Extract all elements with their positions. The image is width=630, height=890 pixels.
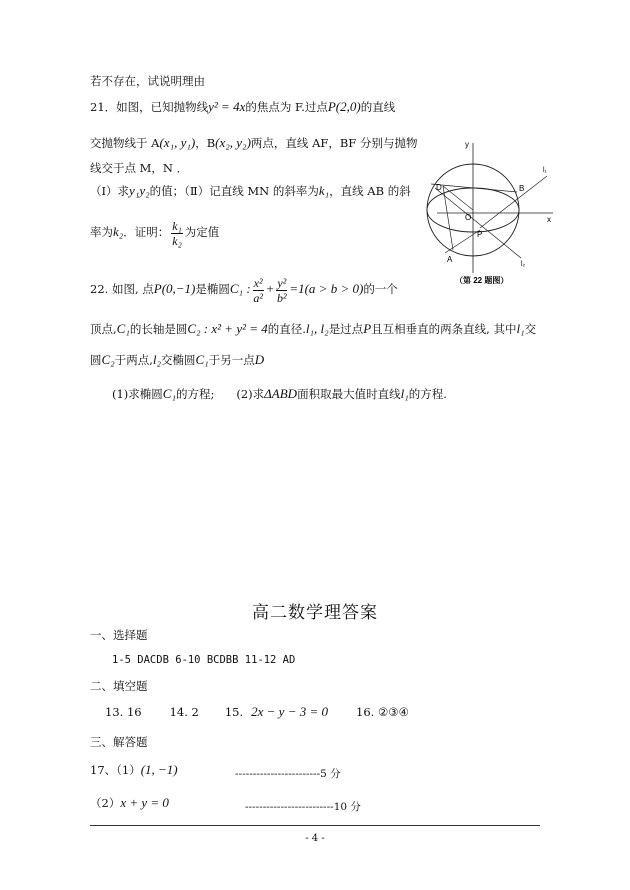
q22-line-3: 圆C₂于两点,l₂交椭圆C₁于另一点D — [90, 352, 265, 367]
fraction-x: $\frac{\text{x²}}{\text{a²}}$ — [253, 275, 263, 305]
label-l2: l₂ — [521, 261, 526, 268]
figure-caption: （第 22 题图） — [455, 276, 509, 285]
fill-answers: 13. 16 14. 2 15. 2x − y − 3 = 0 16. ②③④ — [105, 704, 409, 719]
text-line: 若不存在，试说明理由 — [90, 74, 205, 88]
label-o: O — [465, 213, 472, 222]
q22-line-1: 22. 如图, 点P(0,−1)是椭圆C₁ : $\frac{\text{x²}}{\text{a²}}$ + $\frac{\text{y²}}{\text{b²}}$ =1(a > b > 0)的一个 — [90, 275, 398, 305]
answer-title: 高二数学理答案 — [252, 603, 378, 623]
choice-answers: 1-5 DACDB 6-10 BCDBB 11-12 AD — [112, 654, 296, 666]
label-y: y — [465, 140, 469, 149]
fraction-y: $\frac{\text{y²}}{\text{b²}}$ — [277, 275, 287, 305]
math: k₂ — [113, 224, 124, 239]
section-heading: 一、选择题 — [90, 628, 148, 642]
math: y² = 4x — [208, 99, 246, 114]
q21-line-4: （Ⅰ）求y₁y₂的值；（Ⅱ）记直线 MN 的斜率为k₁，直线 AB 的斜 — [90, 183, 411, 198]
q21-line-2: 交抛物线于 A(x₁, y₁)，B(x₂, y₂)两点，直线 AF，BF 分别与抛物 — [90, 135, 418, 150]
figure-ellipse-circle — [425, 138, 560, 288]
label-b: B — [519, 184, 525, 193]
section-heading: 三、解答题 — [90, 735, 148, 749]
math: =1(a > b > 0) — [289, 281, 364, 296]
score-line: ------------------------5 分 — [235, 768, 341, 780]
page-number: - 4 - — [305, 833, 325, 844]
math: C₁ : — [229, 281, 251, 296]
label-a: A — [447, 255, 453, 264]
math: P(0,−1) — [153, 281, 196, 296]
math: (x₂, y₂) — [215, 135, 251, 150]
fraction: $\frac{\text{k₁}}{\text{k₂}}$ — [172, 218, 182, 248]
label-l1: l₁ — [543, 167, 547, 174]
q21-line-5: 率为k₂．证明： $\frac{\text{k₁}}{\text{k₂}}$ 为定值 — [90, 218, 220, 248]
q21-line-3: 线交于点 M，N ． — [90, 161, 189, 175]
label-d: D — [436, 183, 442, 192]
label-x: x — [547, 215, 551, 224]
answer-17-2: （2）x + y = 0 — [90, 795, 169, 810]
q22-line-4: (1)求椭圆C₁的方程; (2)求ΔABD面积取最大值时直线l₁的方程. — [112, 386, 447, 401]
section-heading: 二、填空题 — [90, 679, 148, 693]
math: (x₁, y₁) — [159, 135, 196, 150]
footer-rule — [90, 825, 540, 826]
answer-17-1: 17、（1）(1, −1) — [90, 762, 178, 777]
q22-line-2: 顶点,C₁的长轴是圆C₂ : x² + y² = 4的直径.l₁, l₂是过点P且互相垂直的两条直线, 其中l₁交 — [90, 321, 537, 336]
q21-line-1: 21．如图，已知抛物线y² = 4x的焦点为 F.过点P(2,0)的直线 — [90, 99, 396, 114]
score-line: -------------------------10 分 — [245, 801, 361, 813]
math: k₁ — [318, 183, 330, 198]
math: P(2,0) — [327, 99, 361, 114]
label-p: P — [477, 230, 483, 239]
math: y₁y₂ — [129, 183, 150, 198]
